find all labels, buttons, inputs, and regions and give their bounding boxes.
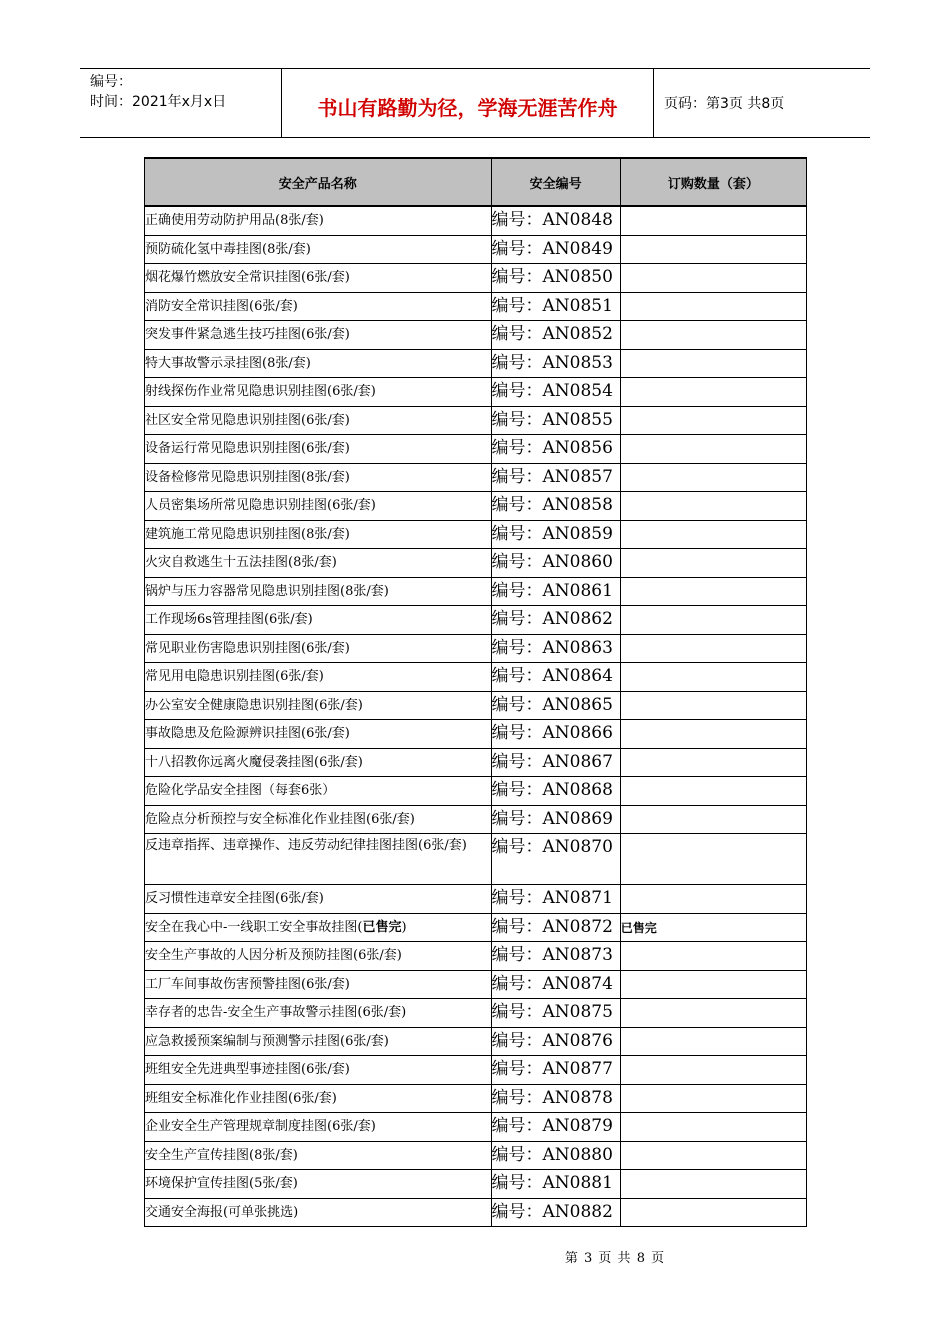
- column-header-code: 安全编号: [491, 158, 620, 206]
- order-qty-cell[interactable]: [620, 378, 806, 407]
- order-qty-cell[interactable]: [620, 1084, 806, 1113]
- order-qty-cell[interactable]: [620, 264, 806, 293]
- product-code: 编号：AN0870: [491, 834, 620, 885]
- product-name: 反违章指挥、违章操作、违反劳动纪律挂图挂图(6张/套): [145, 838, 467, 853]
- product-code: 编号：AN0867: [491, 748, 620, 777]
- table-row: [145, 663, 807, 692]
- product-code: 编号：AN0853: [491, 349, 620, 378]
- product-name-cell: [145, 321, 492, 350]
- product-name-cell: [145, 235, 492, 264]
- product-code: 编号：AN0856: [491, 435, 620, 464]
- order-qty-cell[interactable]: [620, 748, 806, 777]
- product-name-cell: [145, 406, 492, 435]
- column-header-name: 安全产品名称: [145, 158, 492, 206]
- product-code: 编号：AN0879: [491, 1113, 620, 1142]
- product-name: 应急救援预案编制与预测警示挂图(6张/套): [145, 1033, 389, 1049]
- table-row: [145, 885, 807, 914]
- table-row: [145, 913, 807, 942]
- product-name: 安全生产事故的人因分析及预防挂图(6张/套): [145, 948, 402, 964]
- product-name-cell: [145, 577, 492, 606]
- product-name-cell: [145, 349, 492, 378]
- order-qty-cell[interactable]: [620, 606, 806, 635]
- table-row: [145, 520, 807, 549]
- product-name-cell: [145, 777, 492, 806]
- product-name: 社区安全常见隐患识别挂图(6张/套): [145, 412, 350, 428]
- order-qty-cell[interactable]: [620, 206, 806, 235]
- product-name: 射线探伤作业常见隐患识别挂图(6张/套): [145, 384, 376, 400]
- order-qty-cell[interactable]: [620, 520, 806, 549]
- product-code: 编号：AN0860: [491, 549, 620, 578]
- table-row: [145, 1056, 807, 1085]
- product-code: 编号：AN0861: [491, 577, 620, 606]
- product-name: 突发事件紧急逃生技巧挂图(6张/套): [145, 327, 350, 343]
- order-qty-cell[interactable]: [620, 549, 806, 578]
- product-name: 预防硫化氢中毒挂图(8张/套): [145, 241, 311, 257]
- product-name-cell: [145, 549, 492, 578]
- product-name-cell: [145, 378, 492, 407]
- order-qty-cell[interactable]: [620, 463, 806, 492]
- order-qty-cell[interactable]: [620, 292, 806, 321]
- product-name-cell: [145, 1198, 492, 1227]
- table-row: [145, 1198, 807, 1227]
- product-code: 编号：AN0871: [491, 885, 620, 914]
- table-row: [145, 378, 807, 407]
- product-name: 人员密集场所常见隐患识别挂图(6张/套): [145, 498, 376, 514]
- table-row: [145, 349, 807, 378]
- product-code: 编号：AN0875: [491, 999, 620, 1028]
- product-name-cell: [145, 942, 492, 971]
- order-qty-cell[interactable]: [620, 406, 806, 435]
- order-qty-cell[interactable]: [620, 435, 806, 464]
- table-row: [145, 1170, 807, 1199]
- product-name: 十八招教你远离火魔侵袭挂图(6张/套): [145, 754, 363, 770]
- product-name: 班组安全先进典型事迹挂图(6张/套): [145, 1062, 350, 1078]
- table-row: [145, 264, 807, 293]
- order-qty-cell[interactable]: 已售完: [620, 913, 806, 942]
- table-row: [145, 235, 807, 264]
- product-name-cell: [145, 720, 492, 749]
- column-header-qty: 订购数量（套）: [620, 158, 806, 206]
- product-code: 编号：AN0869: [491, 805, 620, 834]
- product-name: 事故隐患及危险源辨识挂图(6张/套): [145, 726, 350, 742]
- table-row: [145, 463, 807, 492]
- product-name: 消防安全常识挂图(6张/套): [145, 298, 298, 314]
- table-row: [145, 321, 807, 350]
- product-name-cell: [145, 1113, 492, 1142]
- product-name-cell: [145, 999, 492, 1028]
- product-code: 编号：AN0882: [491, 1198, 620, 1227]
- product-code: 编号：AN0850: [491, 264, 620, 293]
- table-header-row: [145, 158, 807, 206]
- product-name: 交通安全海报(可单张挑选): [145, 1204, 299, 1220]
- product-name: 常见职业伤害隐患识别挂图(6张/套): [145, 640, 350, 656]
- product-code: 编号：AN0877: [491, 1056, 620, 1085]
- product-name-end: ): [401, 919, 407, 935]
- product-code: 编号：AN0865: [491, 691, 620, 720]
- order-qty-cell[interactable]: [620, 777, 806, 806]
- table-row: [145, 834, 807, 885]
- product-name-cell: [145, 885, 492, 914]
- order-qty-cell[interactable]: [620, 1113, 806, 1142]
- product-name-cell: [145, 1141, 492, 1170]
- product-code: 编号：AN0872: [491, 913, 620, 942]
- product-name: 锅炉与压力容器常见隐患识别挂图(8张/套): [145, 583, 389, 599]
- product-code: 编号：AN0851: [491, 292, 620, 321]
- product-code: 编号：AN0880: [491, 1141, 620, 1170]
- table-row: [145, 577, 807, 606]
- order-qty-cell[interactable]: [620, 663, 806, 692]
- product-name: 火灾自救逃生十五法挂图(8张/套): [145, 555, 337, 571]
- table-row: [145, 492, 807, 521]
- product-code: 编号：AN0857: [491, 463, 620, 492]
- table-row: [145, 549, 807, 578]
- order-qty-cell[interactable]: [620, 1170, 806, 1199]
- table-row: [145, 435, 807, 464]
- product-code: 编号：AN0881: [491, 1170, 620, 1199]
- product-name-cell: [145, 913, 492, 942]
- product-code: 编号：AN0859: [491, 520, 620, 549]
- order-qty-cell[interactable]: [620, 720, 806, 749]
- header-motto: 书山有路勤为径，学海无涯苦作舟: [282, 69, 654, 137]
- product-name-cell: [145, 970, 492, 999]
- product-name-cell: [145, 206, 492, 235]
- product-table: [144, 157, 807, 1227]
- product-name-cell: [145, 264, 492, 293]
- order-qty-cell[interactable]: [620, 492, 806, 521]
- page-header: [80, 68, 870, 138]
- order-qty-cell[interactable]: [620, 834, 806, 885]
- product-name-cell: [145, 520, 492, 549]
- product-name-cell: [145, 1027, 492, 1056]
- table-row: [145, 748, 807, 777]
- product-name-cell: [145, 834, 492, 885]
- header-meta: [80, 69, 282, 137]
- order-qty-cell[interactable]: [620, 235, 806, 264]
- product-name-cell: [145, 805, 492, 834]
- order-qty-cell[interactable]: [620, 1027, 806, 1056]
- product-name: 安全在我心中-一线职工安全事故挂图(: [145, 919, 363, 935]
- product-code: 编号：AN0878: [491, 1084, 620, 1113]
- product-name: 建筑施工常见隐患识别挂图(8张/套): [145, 526, 350, 542]
- product-code: 编号：AN0858: [491, 492, 620, 521]
- table-row: [145, 206, 807, 235]
- product-name: 安全生产宣传挂图(8张/套): [145, 1147, 298, 1163]
- order-qty-cell[interactable]: [620, 970, 806, 999]
- page-footer: 第 3 页 共 8 页: [564, 1251, 666, 1266]
- order-qty-cell[interactable]: [620, 942, 806, 971]
- order-qty-cell[interactable]: [620, 1056, 806, 1085]
- time-label: 时间：2021年x月x日: [90, 94, 227, 110]
- table-body: [145, 206, 807, 1227]
- order-qty-cell[interactable]: [620, 577, 806, 606]
- number-label: 编号：: [90, 74, 132, 90]
- order-qty-cell[interactable]: [620, 321, 806, 350]
- product-name-cell: [145, 1170, 492, 1199]
- product-name: 工作现场6s管理挂图(6张/套): [145, 612, 313, 628]
- product-name: 设备运行常见隐患识别挂图(6张/套): [145, 441, 350, 457]
- product-name-cell: [145, 606, 492, 635]
- order-qty-cell[interactable]: [620, 349, 806, 378]
- product-code: 编号：AN0876: [491, 1027, 620, 1056]
- table-row: [145, 970, 807, 999]
- table-row: [145, 999, 807, 1028]
- table-row: [145, 720, 807, 749]
- product-name-cell: [145, 292, 492, 321]
- header-page-info: 页码：第3页 共8页: [664, 96, 785, 112]
- table-row: [145, 942, 807, 971]
- order-qty-cell[interactable]: [620, 805, 806, 834]
- product-code: 编号：AN0855: [491, 406, 620, 435]
- product-name-cell: [145, 663, 492, 692]
- table-row: [145, 1027, 807, 1056]
- sold-out-label: 已售完: [362, 919, 402, 935]
- table-row: [145, 634, 807, 663]
- product-name-cell: [145, 634, 492, 663]
- product-name: 危险化学品安全挂图（每套6张）: [145, 783, 336, 799]
- product-name: 办公室安全健康隐患识别挂图(6张/套): [145, 697, 363, 713]
- product-code: 编号：AN0849: [491, 235, 620, 264]
- order-qty-cell[interactable]: [620, 1141, 806, 1170]
- product-code: 编号：AN0854: [491, 378, 620, 407]
- product-name: 幸存者的忠告-安全生产事故警示挂图(6张/套): [145, 1005, 407, 1021]
- product-code: 编号：AN0874: [491, 970, 620, 999]
- table-row: [145, 292, 807, 321]
- table-row: [145, 805, 807, 834]
- order-qty-cell[interactable]: [620, 691, 806, 720]
- product-name-cell: [145, 748, 492, 777]
- product-name: 环境保护宣传挂图(5张/套): [145, 1176, 298, 1192]
- order-qty-cell[interactable]: [620, 634, 806, 663]
- table-row: [145, 1141, 807, 1170]
- product-name: 反习惯性违章安全挂图(6张/套): [145, 891, 324, 907]
- product-name: 工厂车间事故伤害预警挂图(6张/套): [145, 976, 350, 992]
- table-row: [145, 777, 807, 806]
- product-code: 编号：AN0862: [491, 606, 620, 635]
- product-code: 编号：AN0868: [491, 777, 620, 806]
- product-name-cell: [145, 1056, 492, 1085]
- product-name: 企业安全生产管理规章制度挂图(6张/套): [145, 1119, 376, 1135]
- order-qty-cell[interactable]: [620, 885, 806, 914]
- product-name-cell: [145, 435, 492, 464]
- table-row: [145, 406, 807, 435]
- product-name-cell: [145, 1084, 492, 1113]
- table-row: [145, 606, 807, 635]
- table-row: [145, 691, 807, 720]
- product-name: 设备检修常见隐患识别挂图(8张/套): [145, 469, 350, 485]
- product-name: 特大事故警示录挂图(8张/套): [145, 355, 311, 371]
- table-row: [145, 1084, 807, 1113]
- product-code: 编号：AN0864: [491, 663, 620, 692]
- product-name: 常见用电隐患识别挂图(6张/套): [145, 669, 324, 685]
- product-name: 班组安全标准化作业挂图(6张/套): [145, 1090, 337, 1106]
- order-qty-cell[interactable]: [620, 999, 806, 1028]
- product-name-cell: [145, 463, 492, 492]
- table-row: [145, 1113, 807, 1142]
- product-name: 危险点分析预控与安全标准化作业挂图(6张/套): [145, 811, 415, 827]
- product-code: 编号：AN0873: [491, 942, 620, 971]
- product-name-cell: [145, 492, 492, 521]
- product-code: 编号：AN0866: [491, 720, 620, 749]
- product-name: 正确使用劳动防护用品(8张/套): [145, 213, 324, 229]
- product-name-cell: [145, 691, 492, 720]
- product-code: 编号：AN0852: [491, 321, 620, 350]
- product-code: 编号：AN0848: [491, 206, 620, 235]
- product-code: 编号：AN0863: [491, 634, 620, 663]
- product-name: 烟花爆竹燃放安全常识挂图(6张/套): [145, 270, 350, 286]
- order-qty-cell[interactable]: [620, 1198, 806, 1227]
